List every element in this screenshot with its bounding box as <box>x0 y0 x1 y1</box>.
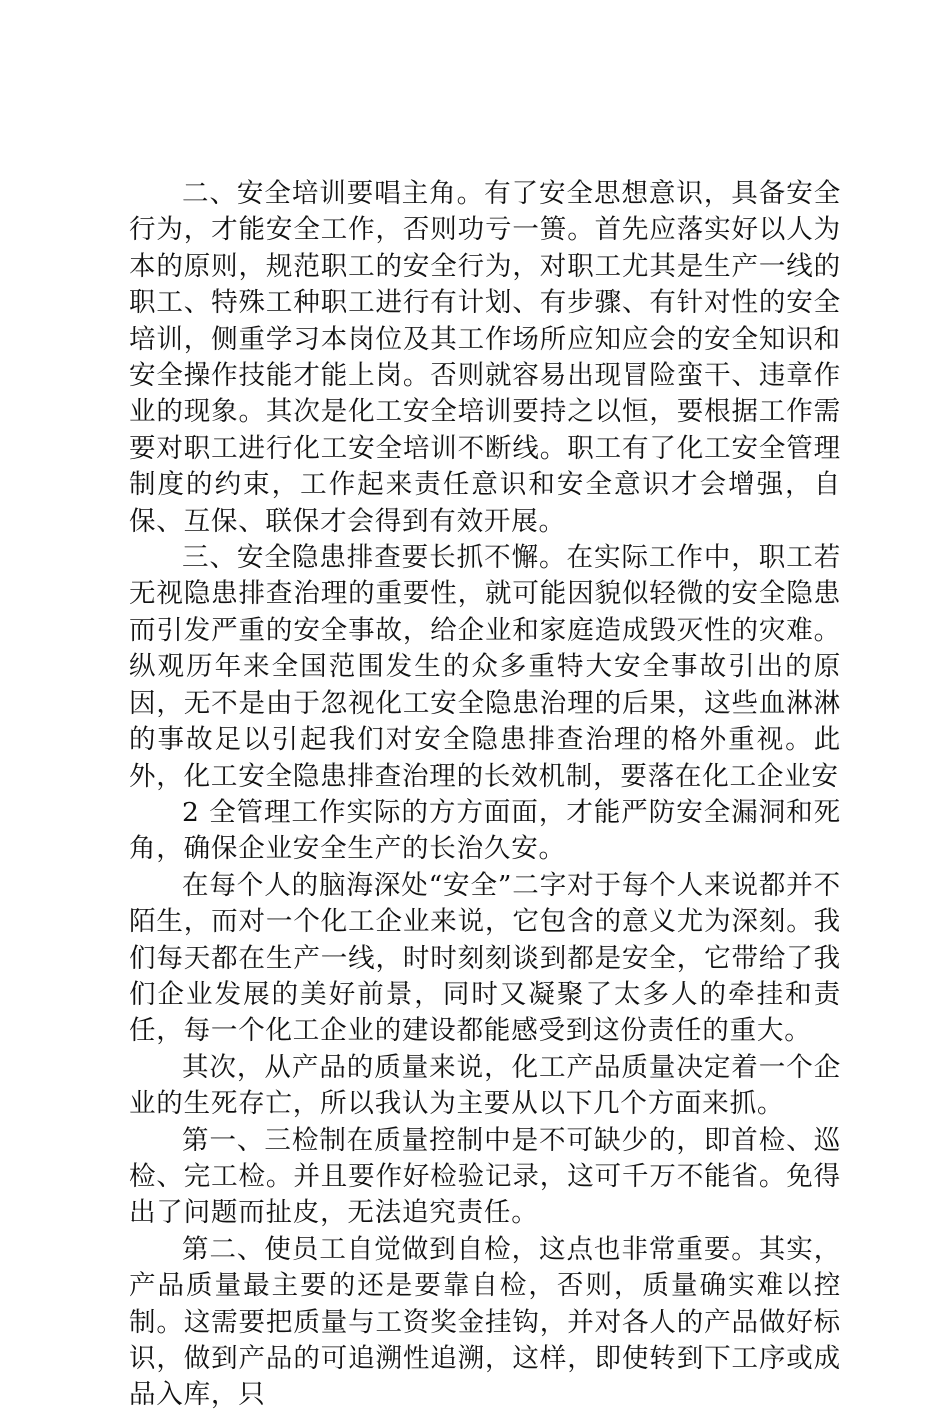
paragraph-product-quality: 其次，从产品的质量来说，化工产品质量决定着一个企业的生死存亡，所以我认为主要从以下几个方面来抓。 <box>129 1051 841 1120</box>
paragraph-hazard-inspection: 三、安全隐患排查要长抓不懈。在实际工作中，职工若无视隐患排查治理的重要性，就可能因貌似轻微的安全隐患而引发严重的安全事故，给企业和家庭造成毁灭性的灾难。纵观历年来全国范围发生的众多重特大安全事故引出的原因，无不是由于忽视化工安全隐患治理的后果，这些血淋淋的事故足以引起我们对安全隐患排查治理的格外重视。此外，化工安全隐患排查治理的长效机制，要落在化工企业安 <box>129 542 841 792</box>
paragraph-page-continuation: 2 全管理工作实际的方方面面，才能严防安全漏洞和死角，确保企业安全生产的长治久安。 <box>129 796 841 865</box>
paragraph-safety-meaning: 在每个人的脑海深处“安全”二字对于每个人来说都并不陌生，而对一个化工企业来说，它包含的意义尤为深刻。我们每天都在生产一线，时时刻刻谈到都是安全，它带给了我们企业发展的美好前景，同时又凝聚了太多人的牵挂和责任，每一个化工企业的建设都能感受到这份责任的重大。 <box>129 869 841 1047</box>
paragraph-safety-training: 二、安全培训要唱主角。有了安全思想意识，具备安全行为，才能安全工作，否则功亏一篑。首先应落实好以人为本的原则，规范职工的安全行为，对职工尤其是生产一线的职工、特殊工种职工进行有计划、有步骤、有针对性的安全培训，侧重学习本岗位及其工作场所应知应会的安全知识和安全操作技能才能上岗。否则就容易出现冒险蛮干、违章作业的现象。其次是化工安全培训要持之以恒，要根据工作需要对职工进行化工安全培训不断线。职工有了化工安全管理制度的约束，工作起来责任意识和安全意识才会增强，自保、互保、联保才会得到有效开展。 <box>129 178 841 537</box>
document-body <box>129 176 841 1414</box>
paragraph-self-inspection: 第二、使员工自觉做到自检，这点也非常重要。其实，产品质量最主要的还是要靠自检，否则，质量确实难以控制。这需要把质量与工资奖金挂钩，并对各人的产品做好标识，做到产品的可追溯性追溯，这样，即使转到下工序或成品入库，只 <box>129 1233 841 1411</box>
paragraph-three-inspection: 第一、三检制在质量控制中是不可缺少的，即首检、巡检、完工检。并且要作好检验记录，这可千万不能省。免得出了问题而扯皮，无法追究责任。 <box>129 1124 841 1229</box>
